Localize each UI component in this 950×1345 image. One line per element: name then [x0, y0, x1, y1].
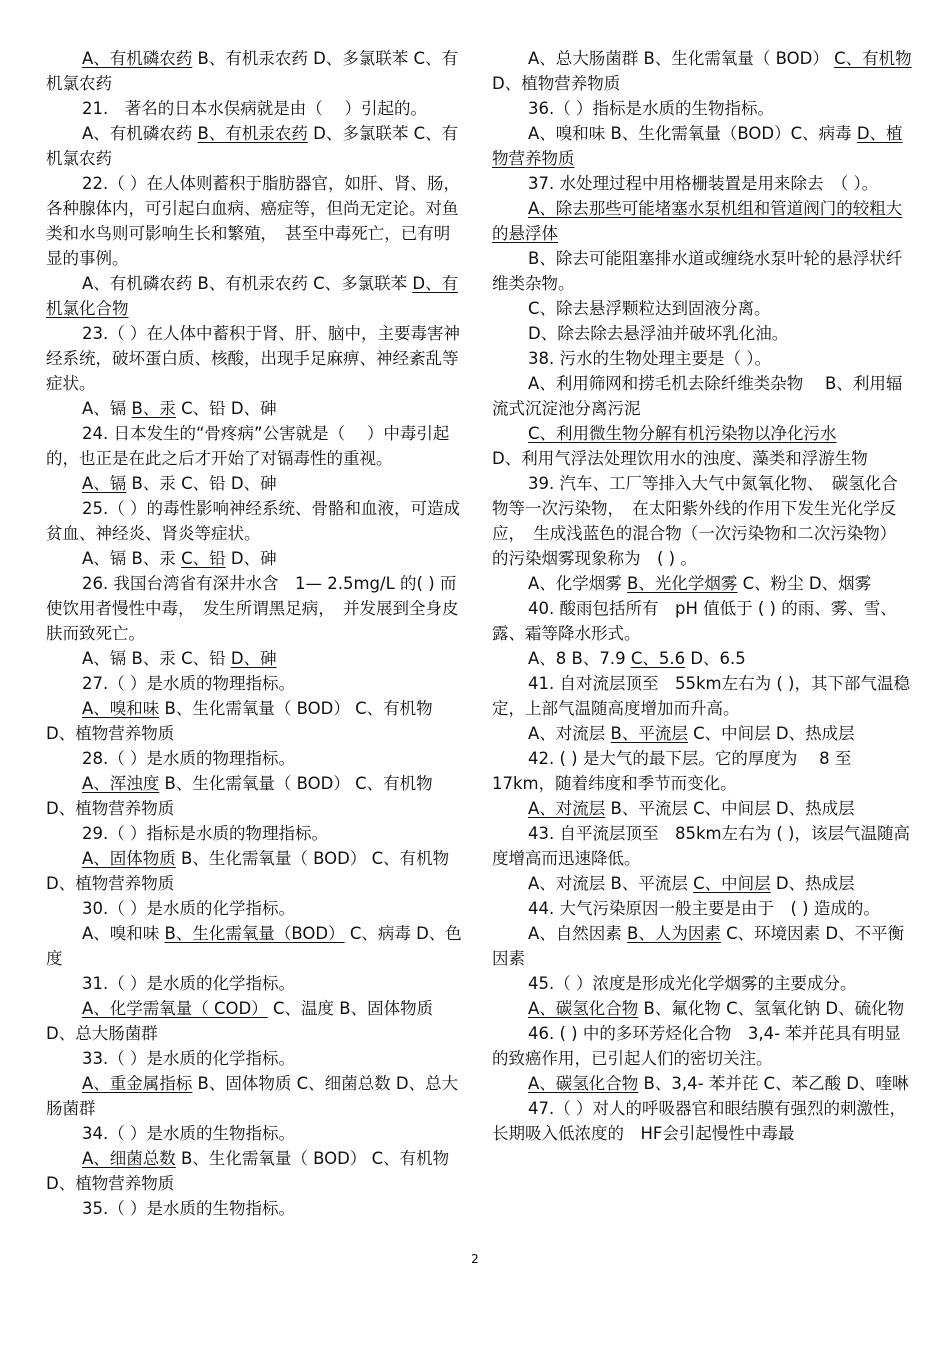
question-text: 24. 日本发生的“骨疼病”公害就是（ ）中毒引起的，也正是在此之后才开始了对镉毒性的重视。 — [46, 424, 450, 468]
question-stem — [492, 896, 912, 921]
correct-answer: C、铅 — [181, 549, 226, 568]
question-stem — [46, 571, 462, 646]
option-text: A、嗅和味 B、生化需氧量（BOD）C、病毒 — [528, 124, 857, 143]
correct-answer: A、除去那些可能堵塞水泵机组和管道阀门的较粗大的悬浮体 — [492, 199, 903, 243]
question-text: 25.（ ）的毒性影响神经系统、骨骼和血液，可造成贫血、神经炎、肾炎等症状。 — [46, 499, 460, 543]
option-text: B、生化需氧量（ BOD） C、有机物 D、植物营养物质 — [46, 774, 433, 818]
answer-options — [46, 121, 462, 171]
left-column — [46, 46, 462, 1221]
question-text: 41. 自对流层顶至 55km左右为 ( )，其下部气温稳定，上部气温随高度增加而升高。 — [492, 674, 910, 718]
answer-options — [492, 921, 912, 971]
option-text: D、砷 — [225, 549, 277, 568]
option-text: C、中间层 D、热成层 — [687, 724, 855, 743]
question-stem — [492, 821, 912, 871]
question-stem — [492, 596, 912, 646]
question-stem — [46, 171, 462, 271]
option-text: A、有机磷农药 B、有机汞农药 C、多氯联苯 — [82, 274, 413, 293]
correct-answer: B、有机汞农药 — [197, 124, 308, 143]
answer-options — [46, 546, 462, 571]
question-text: 23.（ ）在人体中蓄积于肾、肝、脑中，主要毒害神经系统，破坏蛋白质、核酸，出现手足麻痹、神经紊乱等症状。 — [46, 324, 460, 393]
option-text: D、利用气浮法处理饮用水的浊度、藻类和浮游生物 — [492, 449, 868, 468]
right-column — [492, 46, 912, 1146]
question-stem — [46, 1046, 462, 1071]
correct-answer: A、浑浊度 — [82, 774, 160, 793]
question-stem — [46, 421, 462, 471]
question-text: 40. 酸雨包括所有 pH 值低于 ( ) 的雨、雾、雪、露、霜等降水形式。 — [492, 599, 897, 643]
answer-options — [492, 646, 912, 671]
question-text: 39. 汽车、工厂等排入大气中氮氧化物、 碳氢化合物等一次污染物， 在太阳紫外线的作用下发生光化学反应， 生成浅蓝色的混合物（一次污染物和二次污染物）的污染烟雾现象称为 ( ) 。 — [492, 474, 898, 568]
question-text: 46. ( ) 中的多环芳烃化合物 3,4- 苯并芘具有明显的致癌作用，已引起人们的密切关注。 — [492, 1024, 901, 1068]
question-text: 33.（ ）是水质的化学指标。 — [82, 1049, 295, 1068]
answer-options — [46, 396, 462, 421]
question-stem — [492, 971, 912, 996]
correct-answer: A、镉 — [82, 474, 127, 493]
question-stem — [492, 671, 912, 721]
option-text: B、生化需氧量（ BOD） C、有机物 D、植物营养物质 — [46, 699, 433, 743]
question-stem — [46, 821, 462, 846]
answer-options — [46, 46, 462, 96]
correct-answer: D、植物营养物质 — [492, 124, 903, 168]
answer-options — [46, 1071, 462, 1121]
question-text: 36.（ ）指标是水质的生物指标。 — [528, 99, 774, 118]
correct-answer: A、碳氢化合物 — [528, 999, 639, 1018]
correct-answer: A、重金属指标 — [82, 1074, 193, 1093]
question-text: 28.（ ）是水质的物理指标。 — [82, 749, 295, 768]
question-text: 30.（ ）是水质的化学指标。 — [82, 899, 295, 918]
question-stem — [46, 1121, 462, 1146]
option-text: A、自然因素 — [528, 924, 628, 943]
option-text: A、对流层 — [528, 724, 611, 743]
option-text: A、镉 B、汞 C、铅 — [82, 649, 231, 668]
question-stem — [492, 96, 912, 121]
option-text: D、植物营养物质 — [492, 74, 621, 93]
question-stem — [46, 896, 462, 921]
option-text: A、对流层 B、平流层 — [528, 874, 694, 893]
answer-options — [492, 296, 912, 321]
question-stem — [492, 1096, 912, 1146]
option-text: B、生化需氧量（ BOD） C、有机物 D、植物营养物质 — [46, 1149, 450, 1193]
option-text: C、粉尘 D、烟雾 — [737, 574, 872, 593]
question-text: 42. ( ) 是大气的最下层。它的厚度为 8 至17km，随着纬度和季节而变化。 — [492, 749, 852, 793]
option-text: B、有机汞农药 D、多氯联苯 C、有机氯农药 — [46, 49, 459, 93]
option-text: C、病毒 D、色度 — [46, 924, 462, 968]
option-text: B、平流层 C、中间层 D、热成层 — [605, 799, 855, 818]
question-text: 43. 自平流层顶至 85km左右为 ( )，该层气温随高度增高而迅速降低。 — [492, 824, 910, 868]
answer-options — [46, 846, 462, 896]
question-stem — [492, 471, 912, 571]
answer-options — [492, 571, 912, 596]
question-stem — [46, 1196, 462, 1221]
question-stem — [492, 746, 912, 796]
option-text: B、生化需氧量（ BOD） C、有机物 D、植物营养物质 — [46, 849, 450, 893]
question-stem — [492, 1021, 912, 1071]
answer-options — [46, 771, 462, 821]
correct-answer: D、砷 — [230, 649, 277, 668]
answer-options — [492, 721, 912, 746]
answer-options — [492, 996, 912, 1021]
correct-answer: B、汞 — [131, 399, 176, 418]
option-text: D、热成层 — [770, 874, 855, 893]
option-text: A、化学烟雾 — [528, 574, 628, 593]
question-stem — [492, 171, 912, 196]
question-stem — [492, 346, 912, 371]
answer-options — [46, 696, 462, 746]
option-text: C、铅 D、砷 — [175, 399, 277, 418]
correct-answer: A、嗅和味 — [82, 699, 160, 718]
answer-options — [492, 446, 912, 471]
answer-options — [492, 321, 912, 346]
option-text: A、镉 — [82, 399, 132, 418]
answer-options — [46, 1146, 462, 1196]
question-stem — [46, 971, 462, 996]
option-text: B、除去可能阻塞排水道或缠绕水泵叶轮的悬浮状纤维类杂物。 — [492, 249, 903, 293]
question-stem — [46, 746, 462, 771]
answer-options — [492, 121, 912, 171]
option-text: A、总大肠菌群 B、生化需氧量（ BOD） — [528, 49, 835, 68]
answer-options — [492, 871, 912, 896]
correct-answer: A、有机磷农药 — [82, 49, 193, 68]
answer-options — [46, 996, 462, 1046]
answer-options — [492, 246, 912, 296]
option-text: B、汞 C、铅 D、砷 — [126, 474, 277, 493]
correct-answer: A、化学需氧量（ COD） — [82, 999, 268, 1018]
correct-answer: B、人为因素 — [627, 924, 721, 943]
question-text: 27.（ ）是水质的物理指标。 — [82, 674, 295, 693]
correct-answer: B、生化需氧量（BOD） — [164, 924, 345, 943]
question-stem — [46, 96, 462, 121]
option-text: A、有机磷农药 — [82, 124, 198, 143]
answer-options — [492, 371, 912, 421]
option-text: B、氟化物 C、氢氧化钠 D、硫化物 — [638, 999, 905, 1018]
correct-answer: B、光化学烟雾 — [627, 574, 738, 593]
correct-answer: C、有机物 — [834, 49, 912, 68]
option-text: A、镉 B、汞 — [82, 549, 182, 568]
question-text: 21. 著名的日本水俣病就是由（ ）引起的。 — [82, 99, 427, 118]
option-text: D、除去除去悬浮油并破坏乳化油。 — [528, 324, 789, 343]
correct-answer: A、碳氢化合物 — [528, 1074, 639, 1093]
question-text: 34.（ ）是水质的生物指标。 — [82, 1124, 295, 1143]
question-text: 26. 我国台湾省有深井水含 1— 2.5mg/L 的( ) 而使饮用者慢性中毒， 发生所谓黑足病， 并发展到全身皮肤而致死亡。 — [46, 574, 459, 643]
correct-answer: A、对流层 — [528, 799, 606, 818]
correct-answer: A、细菌总数 — [82, 1149, 176, 1168]
answer-options — [492, 196, 912, 246]
correct-answer: C、5.6 — [630, 649, 686, 668]
correct-answer: A、固体物质 — [82, 849, 176, 868]
answer-options — [46, 646, 462, 671]
question-text: 47.（ ）对人的呼吸器官和眼结膜有强烈的刺激性，长期吸入低浓度的 HF会引起慢性中毒最 — [492, 1099, 906, 1143]
correct-answer: B、平流层 — [610, 724, 688, 743]
answer-options — [492, 1071, 912, 1096]
correct-answer: C、中间层 — [693, 874, 771, 893]
option-text: C、环境因素 D、不平衡因素 — [492, 924, 905, 968]
correct-answer: C、利用微生物分解有机污染物以净化污水 — [528, 424, 837, 443]
option-text: A、嗅和味 — [82, 924, 165, 943]
option-text: C、除去悬浮颗粒达到固液分离。 — [528, 299, 771, 318]
question-text: 31.（ ）是水质的化学指标。 — [82, 974, 295, 993]
answer-options — [46, 921, 462, 971]
option-text: A、利用筛网和捞毛机去除纤维类杂物 B、利用辐流式沉淀池分离污泥 — [492, 374, 903, 418]
option-text: B、3,4- 苯并芘 C、苯乙酸 D、喹啉 — [638, 1074, 909, 1093]
question-text: 44. 大气污染原因一般主要是由于 ( ) 造成的。 — [528, 899, 880, 918]
question-text: 35.（ ）是水质的生物指标。 — [82, 1199, 295, 1218]
answer-options — [492, 421, 912, 446]
question-text: 38. 污水的生物处理主要是（ ）。 — [528, 349, 771, 368]
question-text: 22.（ ）在人体则蓄积于脂肪器官，如肝、肾、肠，各种腺体内，可引起白血病、癌症等，但尚无定论。对鱼类和水鸟则可影响生长和繁殖， 甚至中毒死亡，已有明显的事例。 — [46, 174, 460, 268]
question-text: 37. 水处理过程中用格栅装置是用来除去 （ ）。 — [528, 174, 879, 193]
answer-options — [46, 271, 462, 321]
question-text: 29.（ ）指标是水质的物理指标。 — [82, 824, 328, 843]
option-text: A、8 B、7.9 — [528, 649, 631, 668]
option-text: C、温度 B、固体物质 D、总大肠菌群 — [46, 999, 434, 1043]
question-stem — [46, 671, 462, 696]
answer-options — [492, 796, 912, 821]
page-number: 2 — [471, 1252, 479, 1266]
correct-answer: D、有机氯化合物 — [46, 274, 459, 318]
option-text: D、6.5 — [685, 649, 746, 668]
question-stem — [46, 496, 462, 546]
question-stem — [46, 321, 462, 396]
answer-options — [46, 471, 462, 496]
answer-options — [492, 46, 912, 96]
option-text: D、多氯联苯 C、有机氯农药 — [46, 124, 459, 168]
option-text: B、固体物质 C、细菌总数 D、总大肠菌群 — [46, 1074, 459, 1118]
question-text: 45.（ ）浓度是形成光化学烟雾的主要成分。 — [528, 974, 857, 993]
